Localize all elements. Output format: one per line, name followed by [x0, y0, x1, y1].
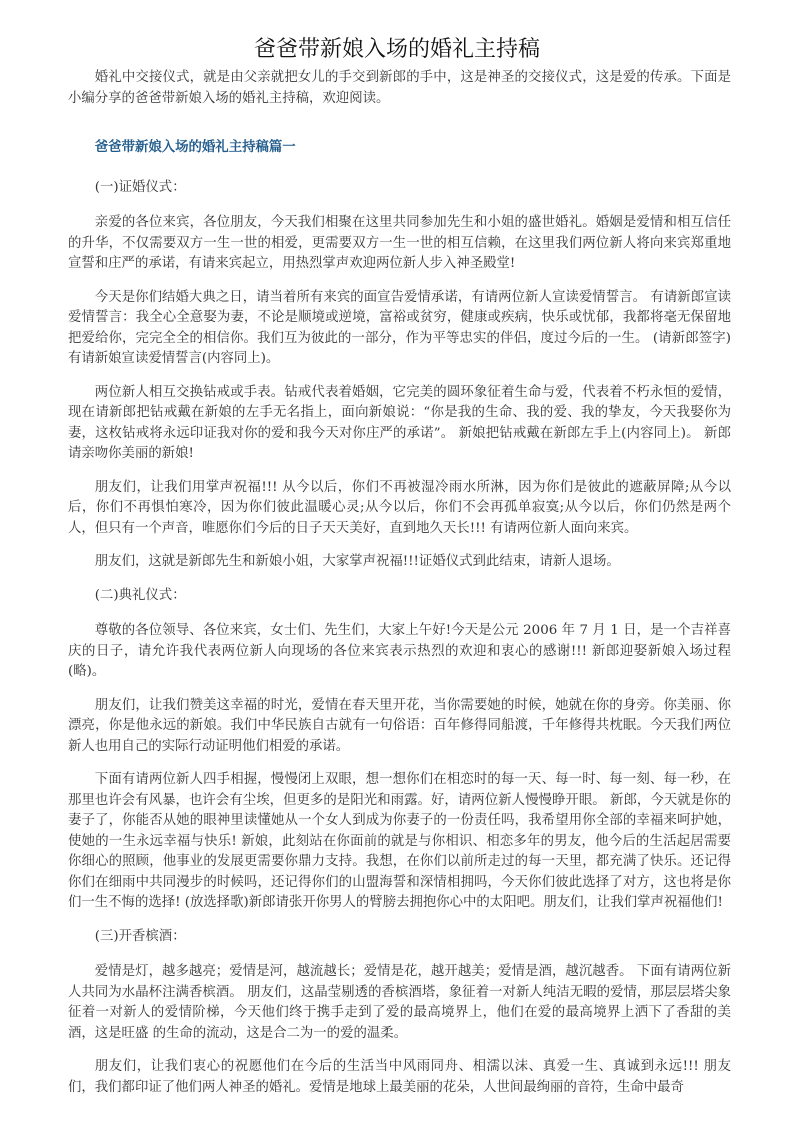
body-paragraph: 尊敬的各位领导、各位来宾，女士们、先生们，大家上午好!今天是公元 2006 年 7 月 1 日，是一个吉祥喜庆的日子，请允许我代表两位新人向现场的各位来宾表示热烈的欢迎和衷心的感谢!!! 新郎迎娶新娘入场过程(略)。 [68, 623, 731, 679]
body-paragraph: 朋友们，让我们衷心的祝愿他们在今后的生活当中风雨同舟、相濡以沫、真爱一生、真诚到永远!!! 朋友们，我们都印证了他们两人神圣的婚礼。爱情是地球上最美丽的花朵，人世间最绚丽的音符，生命中最奇 [68, 1059, 731, 1095]
body-paragraph: 两位新人相互交换钻戒或手表。钻戒代表着婚姻，它完美的圆环象征着生命与爱，代表着不朽永恒的爱情，现在请新郎把钻戒戴在新娘的左手无名指上，面向新娘说：“你是我的生命、我的爱、我的挚友，今天我娶你为妻，这枚钻戒将永远印证我对你的爱和我今天对你庄严的承诺”。 新娘把钻戒戴在新郎左手上(内容同上)。 新郎请亲吻你美丽的新娘! [68, 384, 731, 461]
subsection-title: (三)开香槟酒： [94, 928, 186, 944]
body-paragraph: 今天是你们结婚大典之日，请当着所有来宾的面宣告爱情承诺，有请两位新人宣读爱情誓言。 有请新郎宣读爱情誓言：我全心全意娶为妻，不论是顺境或逆境，富裕或贫穷，健康或疾病，快乐或忧郁，我都将毫无保留地把爱给你，完完全全的相信你。我们互为彼此的一部分，作为平等忠实的伴侣，度过今后的一生。 (请新郎签字) 有请新娘宣读爱情誓言(内容同上)。 [68, 289, 731, 366]
document-title: 爸爸带新娘入场的婚礼主持稿 [253, 37, 540, 62]
body-paragraph: 朋友们，让我们用掌声祝福!!! 从今以后，你们不再被湿冷雨水所淋，因为你们是彼此的遮蔽屏障;从今以后，你们不再惧怕寒冷，因为你们彼此温暖心灵;从今以后，你们不会再孤单寂寞;从今以后，你们仍然是两个人，但只有一个声音，唯愿你们今后的日子天天美好，直到地久天长!!! 有请两位新人面向来宾。 [68, 479, 731, 536]
subsection-title: (二)典礼仪式： [94, 587, 186, 603]
paragraph-list [68, 178, 731, 1099]
body-paragraph: 朋友们，让我们赞美这幸福的时光，爱情在春天里开花，当你需要她的时候，她就在你的身旁。你美丽、你漂亮，你是他永远的新娘。我们中华民族自古就有一句俗语：百年修得同船渡，千年修得共枕眠。今天我们两位新人也用自己的实际行动证明他们相爱的承诺。 [68, 697, 731, 754]
body-paragraph: 朋友们，这就是新郎先生和新娘小姐，大家掌声祝福!!!证婚仪式到此结束，请新人退场。 [94, 554, 620, 569]
body-paragraph: 下面有请两位新人四手相握，慢慢闭上双眼，想一想你们在相恋时的每一天、每一时、每一刻、每一秒，在那里也许会有风暴，也许会有尘埃，但更多的是阳光和雨露。好，请两位新人慢慢睁开眼。 新郎，今天就是你的妻子了，你能否从她的眼神里读懂她从一个女人到成为你妻子的一份责任吗，我希望用你全部的幸福来呵护她，使她的一生永远幸福与快乐! 新娘，此刻站在你面前的就是与你相识、相恋多年的男友，他今后的生活起居需要你细心的照顾，他事业的发展更需要你鼎力支持。我想，在你们以前所走过的每一天里，都充满了快乐。还记得你们在细雨中共同漫步的时候吗，还记得你们的山盟海誓和深情相拥吗，今天你们彼此选择了对方，这也将是你们一生不悔的选择! (放选择歌)新郎请张开你男人的臂膀去拥抱你心中的太阳吧。朋友们，让我们掌声祝福他们! [68, 772, 731, 910]
subsection-title: (一)证婚仪式： [94, 179, 186, 195]
document-body [68, 68, 731, 1111]
body-paragraph: 亲爱的各位来宾，各位朋友，今天我们相聚在这里共同参加先生和小姐的盛世婚礼。婚姻是爱情和相互信任的升华，不仅需要双方一生一世的相爱，更需要双方一生一世的相互信赖，在这里我们两位新人将向来宾郑重地宣誓和庄严的承诺，有请来宾起立，用热烈掌声欢迎两位新人步入神圣殿堂! [68, 215, 731, 271]
intro-paragraph: 婚礼中交接仪式，就是由父亲就把女儿的手交到新郎的手中，这是神圣的交接仪式，这是爱的传承。下面是小编分享的爸爸带新娘入场的婚礼主持稿，欢迎阅读。 [68, 70, 731, 106]
section-heading: 爸爸带新娘入场的婚礼主持稿篇一 [94, 139, 296, 155]
body-paragraph: 爱情是灯，越多越亮；爱情是河，越流越长；爱情是花，越开越美；爱情是酒，越沉越香。 下面有请两位新人共同为水晶杯注满香槟酒。 朋友们，这晶莹剔透的香槟酒塔，象征着一对新人纯洁无暇的爱情，那层层塔尖象征着一对新人的爱情阶梯，今天他们终于携手走到了爱的最高境界上，他们在爱的最高境界上洒下了香甜的美酒，这是旺盛 的生命的流动，这是合二为一的爱的温柔。 [68, 964, 731, 1041]
